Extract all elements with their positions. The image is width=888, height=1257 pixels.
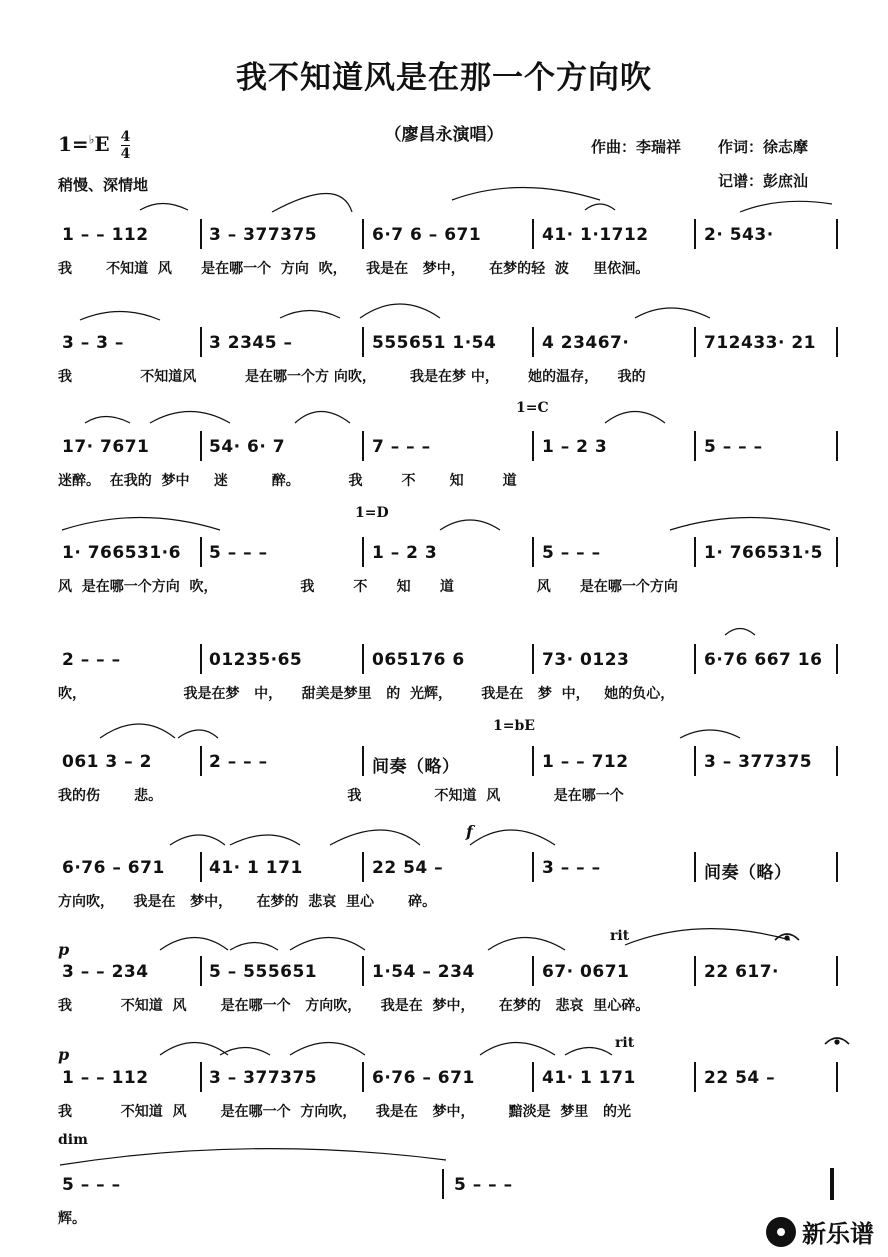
lyric-line: 我 不知道风 是在哪一个方 向吹， 我是在梦 中， 她的温存， 我的	[58, 369, 646, 385]
lyricist-credit: 作词：徐志摩	[718, 138, 809, 156]
measure: 67· 0671	[542, 962, 630, 982]
measure: 1 – 2 3	[372, 543, 438, 563]
measure: 3 – – –	[542, 858, 601, 878]
measure: 3 – 377375	[209, 225, 318, 245]
lyric-line: 方向吹， 我是在 梦中， 在梦的 悲哀 里心 碎。	[58, 894, 437, 910]
measure: 3 – 377375	[704, 752, 813, 772]
vinyl-disc-icon	[766, 1217, 796, 1247]
performance-mark: 1=bE	[493, 718, 535, 734]
measure: 间奏（略）	[704, 863, 792, 883]
measure: 1 – – 112	[62, 1068, 149, 1088]
measure: 2· 543·	[704, 225, 774, 245]
measure: 3 2345 –	[209, 333, 293, 353]
measure: 2 – – –	[62, 650, 121, 670]
performance-mark: dim	[58, 1132, 88, 1148]
measure: 54· 6· 7	[209, 437, 286, 457]
composer-credit: 作曲：李瑞祥	[591, 138, 682, 156]
transcriber-credit: 记谱：彭庶汕	[718, 172, 809, 190]
measure: 1· 766531·6	[62, 543, 181, 563]
singer-credit: （廖昌永演唱）	[384, 125, 504, 145]
measure: 41· 1 171	[209, 858, 303, 878]
performance-mark: p	[58, 1045, 70, 1064]
measure: 2 – – –	[209, 752, 268, 772]
performance-mark: f	[466, 822, 473, 841]
lyric-line: 风 是在哪一个方向 吹， 我 不 知 道 风 是在哪一个方向	[58, 579, 678, 595]
measure: 41· 1·1712	[542, 225, 649, 245]
measure: 1· 766531·5	[704, 543, 823, 563]
measure: 17· 7671	[62, 437, 150, 457]
measure: 41· 1 171	[542, 1068, 636, 1088]
lyric-line: 吹， 我是在梦 中， 甜美是梦里 的 光辉， 我是在 梦 中， 她的负心，	[58, 686, 675, 702]
measure: 4 23467·	[542, 333, 630, 353]
measure: 1 – – 712	[542, 752, 629, 772]
measure: 3 – 377375	[209, 1068, 318, 1088]
lyric-line: 我 不知道 风 是在哪一个 方向 吹， 我是在 梦中， 在梦的轻 波 里依洄。	[58, 261, 650, 277]
measure: 间奏（略）	[372, 757, 460, 777]
lyric-line: 我 不知道 风 是在哪一个 方向吹， 我是在 梦中， 黯淡是 梦里 的光	[58, 1104, 631, 1120]
measure: 065176 6	[372, 650, 465, 670]
site-logo: 新乐谱	[766, 1214, 874, 1249]
measure: 712433· 21	[704, 333, 817, 353]
measure: 1 – 2 3	[542, 437, 608, 457]
measure: 6·7 6 – 671	[372, 225, 482, 245]
lyric-line: 辉。	[58, 1211, 86, 1227]
measure: 3 – – 234	[62, 962, 149, 982]
tempo-marking: 稍慢、深情地	[58, 176, 149, 194]
key-signature: 1=♭E $\frac{4}{4}$	[58, 129, 131, 162]
measure: 3 – 3 –	[62, 333, 124, 353]
performance-mark: rit	[615, 1035, 635, 1051]
measure: 5 – 555651	[209, 962, 318, 982]
page-title: 我不知道风是在那一个方向吹	[236, 60, 652, 96]
performance-mark: rit	[610, 928, 630, 944]
measure: 5 – – –	[542, 543, 601, 563]
lyric-line: 我的伤 悲。 我 不知道 风 是在哪一个	[58, 788, 624, 804]
lyric-line: 迷醉。 在我的 梦中 迷 醉。 我 不 知 道	[58, 473, 517, 489]
measure: 5 – – –	[62, 1175, 121, 1195]
measure: 1·54 – 234	[372, 962, 475, 982]
performance-mark: 1=D	[355, 505, 389, 521]
measure: 6·76 667 16	[704, 650, 823, 670]
measure: 5 – – –	[704, 437, 763, 457]
performance-mark: p	[58, 940, 70, 959]
measure: 22 54 –	[372, 858, 444, 878]
measure: 73· 0123	[542, 650, 630, 670]
measure: 5 – – –	[209, 543, 268, 563]
measure: 22 617·	[704, 962, 780, 982]
measure: 01235·65	[209, 650, 303, 670]
measure: 6·76 – 671	[62, 858, 165, 878]
measure: 555651 1·54	[372, 333, 497, 353]
measure: 5 – – –	[454, 1175, 513, 1195]
measure: 061 3 – 2	[62, 752, 152, 772]
measure: 1 – – 112	[62, 225, 149, 245]
time-signature: $\frac{4}{4}$	[120, 129, 131, 162]
measure: 6·76 – 671	[372, 1068, 475, 1088]
performance-mark: 1=C	[516, 400, 549, 416]
lyric-line: 我 不知道 风 是在哪一个 方向吹， 我是在 梦中， 在梦的 悲哀 里心碎。	[58, 998, 650, 1014]
measure: 22 54 –	[704, 1068, 776, 1088]
measure: 7 – – –	[372, 437, 431, 457]
